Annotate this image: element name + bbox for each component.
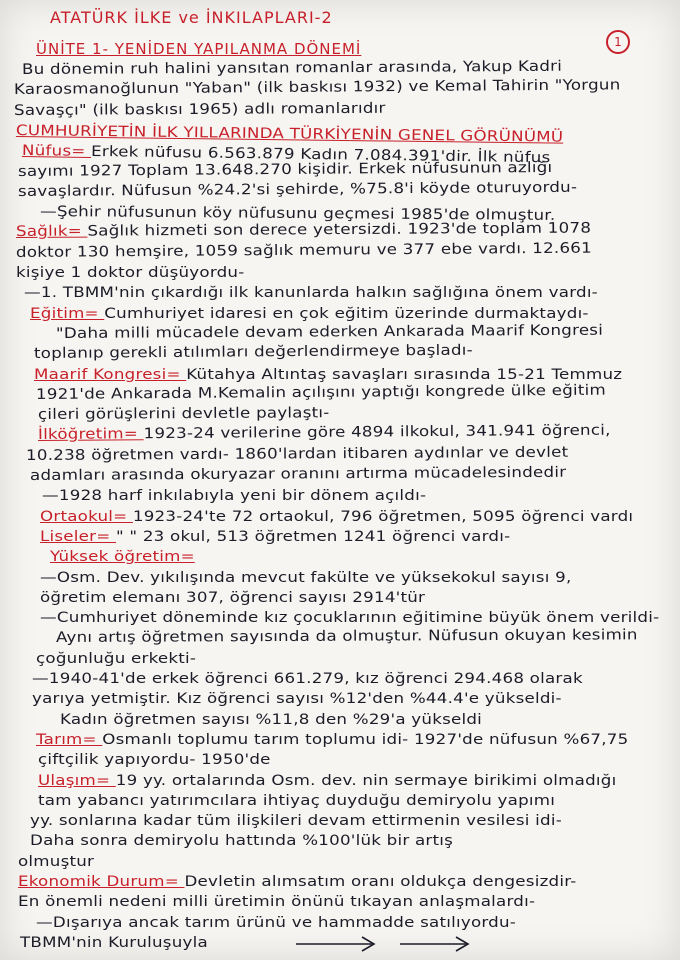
note-text: Cumhuriyet idaresi en çok eğitim üzerinde durmaktaydı- [104, 306, 589, 322]
note-text: —1. TBMM'nin çıkardığı ilk kanunlarda halkın sağlığına önem vardı- [24, 285, 598, 301]
section-label: İlköğretim= [37, 426, 144, 443]
note-line [32, 691, 562, 707]
section-label: Liseler= [40, 529, 116, 545]
note-text: 10.238 öğretmen vardı- 1860'lardan itibaren aydınlar ve devlet [25, 444, 569, 464]
note-text: Kütahya Altıntaş savaşları sırasında 15-21 Temmuz [186, 367, 623, 383]
note-text: çiftçilik yapıyordu- 1950'de [38, 752, 271, 768]
section-label: Sağlık= [15, 223, 88, 240]
note-line [22, 59, 562, 78]
note-text: 1923-24'te 72 ortaokul, 796 öğretmen, 5095 öğrenci vardı [132, 509, 634, 525]
note-text: —Şehir nüfusunun köy nüfusunu geçmesi 1985'de olmuştur. [39, 204, 556, 224]
note-line [20, 935, 208, 951]
note-text: tam yabancı yatırımcılara ihtiyaç duyduğu demiryolu yapımı [38, 793, 556, 809]
note-text: —1928 harf inkılabıyla yeni bir dönem açıldı- [42, 488, 427, 504]
section-label: Nüfus= [21, 143, 92, 160]
note-text: doktor 130 hemşire, 1059 sağlık memuru ve 377 ebe vardı. 12.661 [15, 240, 593, 261]
note-line [38, 423, 611, 443]
note-text: Kadın öğretmen sayısı %11,8 den %29'a yükseldi [60, 712, 483, 728]
note-line [32, 671, 583, 687]
note-text: —Cumhuriyet döneminde kız çocuklarının eğitimine büyük önem verildi- [40, 610, 660, 626]
note-text: olmuştur [18, 854, 95, 870]
note-line [30, 465, 566, 484]
note-text: —1940-41'de erkek öğrenci 661.279, kız öğrenci 294.468 olarak [32, 671, 583, 687]
note-line [16, 265, 244, 281]
note-line [26, 445, 568, 464]
note-text: savaşlardır. Nüfusun %24.2'si şehirde, %75.8'i köyde oturuyordu- [17, 179, 578, 200]
page-title: ATATÜRK İLKE ve İNKILAPLARI-2 [50, 8, 333, 27]
note-text: çileri görüşlerini devletle paylaştı- [37, 405, 330, 423]
note-text: 1921'de Ankarada M.Kemalin açılışını yaptığı kongrede ülke eğitim [35, 382, 607, 403]
section-label: Ulaşım= [38, 773, 116, 789]
note-line [18, 160, 553, 180]
note-text: Yüksek öğretim= [50, 549, 195, 565]
note-text: TBMM'nin Kuruluşuyla [20, 935, 208, 951]
note-text: Osmanlı toplumu tarım toplumu idi- 1927'de nüfusun %67,75 [102, 732, 629, 748]
note-text: Savaşçı" (ilk baskısı 1965) adlı romanlarıdır [13, 100, 386, 119]
note-line [34, 343, 473, 362]
note-line [16, 123, 564, 146]
note-line [40, 529, 510, 545]
note-text: Daha sonra demiryolu hattında %100'lük bir artış [30, 833, 454, 849]
note-text: Sağlık hizmeti son derece yetersizdi. 1923'de toplam 1078 [87, 220, 592, 240]
note-line [36, 915, 516, 931]
note-line [16, 241, 592, 261]
unit-heading: ÜNİTE 1- YENİDEN YAPILANMA DÖNEMİ [36, 40, 362, 58]
note-text: Bu dönemin ruh halini yansıtan romanlar arasında, Yakup Kadri [21, 58, 563, 78]
note-line [40, 509, 633, 525]
note-text: çoğunluğu erkekti- [36, 651, 197, 667]
note-line [60, 712, 482, 728]
note-line [30, 833, 453, 849]
note-line [18, 180, 577, 200]
note-text: Devletin alımsatım oranı oldukça dengesizdir- [184, 874, 577, 890]
note-line [30, 306, 589, 322]
note-text: CUMHURİYETİN İLK YILLARINDA TÜRKİYENİN GENEL GÖRÜNÜMÜ [15, 123, 564, 146]
section-label: Eğitim= [30, 306, 105, 322]
note-text: Erkek nüfusu 6.563.879 Kadın 7.084.391'dir. İlk nüfus [90, 143, 551, 167]
note-line [14, 77, 621, 98]
note-text: adamları arasında okuryazar oranını artırma mücadelesindedir [29, 464, 567, 484]
note-text: kişiye 1 doktor düşüyordu- [16, 265, 245, 281]
arrow-right-icon [296, 937, 374, 951]
note-text: En önemli nedeni milli üretimin önünü tıkayan anlaşmalardı- [18, 894, 536, 910]
note-line [38, 405, 330, 423]
note-line [42, 488, 426, 504]
page-number: 1 [606, 30, 630, 54]
note-text: 1923-24 verilerine göre 4894 ilkokul, 341.941 öğrenci, [143, 422, 611, 443]
note-text: yy. sonlarına kadar tüm ilişkileri devam ettirmenin vesilesi idi- [30, 813, 562, 829]
note-line [18, 854, 94, 870]
note-text: sayımı 1927 Toplam 13.648.270 kişidir. Erkek nüfusunun azlığı [17, 159, 553, 180]
note-line [38, 752, 271, 768]
section-label: Ortaokul= [40, 509, 133, 525]
note-line [40, 570, 571, 586]
note-line [38, 773, 616, 789]
note-text: öğretim elemanı 307, öğrenci sayısı 2914'tür [40, 590, 426, 606]
note-line [36, 732, 628, 748]
note-text: 19 yy. ortalarında Osm. dev. nin sermaye birikimi olmadığı [115, 773, 617, 789]
section-label: Tarım= [36, 732, 103, 748]
note-line [18, 894, 535, 910]
note-text: toplanıp gerekli atılımları değerlendirmeye başladı- [33, 342, 473, 362]
note-text: Aynı artış öğretmen sayısında da olmuştur. Nüfusun okuyan kesimin [55, 627, 638, 646]
note-text: —Dışarıya ancak tarım ürünü ve hammadde satılıyordu- [36, 915, 517, 931]
note-line [24, 285, 598, 301]
note-line [56, 627, 638, 646]
note-line [36, 651, 196, 667]
note-line [18, 874, 577, 890]
note-line [40, 590, 425, 606]
note-line [40, 610, 659, 626]
section-label: Maarif Kongresi= [34, 367, 187, 383]
note-text: "Daha milli mücadele devam ederken Ankarada Maarif Kongresi [55, 322, 604, 342]
note-text: Karaosmanoğlunun "Yaban" (ilk baskısı 1932) ve Kemal Tahirin "Yorgun [13, 77, 621, 98]
note-line [38, 793, 555, 809]
note-line [34, 367, 622, 383]
note-line [14, 101, 386, 119]
note-text: —Osm. Dev. yıkılışında mevcut fakülte ve yüksekokul sayısı 9, [40, 570, 572, 586]
note-line [16, 221, 591, 240]
note-line [50, 549, 195, 565]
note-text: yarıya yetmiştir. Kız öğrenci sayısı %12'den %44.4'e yükseldi- [32, 691, 562, 707]
arrow-icons [290, 933, 480, 955]
section-label: Ekonomik Durum= [18, 874, 185, 890]
note-text: " " 23 okul, 513 öğretmen 1241 öğrenci vardı- [115, 529, 511, 545]
note-line [56, 323, 603, 342]
arrow-right-icon [400, 937, 468, 951]
note-line [36, 383, 606, 403]
note-line [30, 813, 562, 829]
